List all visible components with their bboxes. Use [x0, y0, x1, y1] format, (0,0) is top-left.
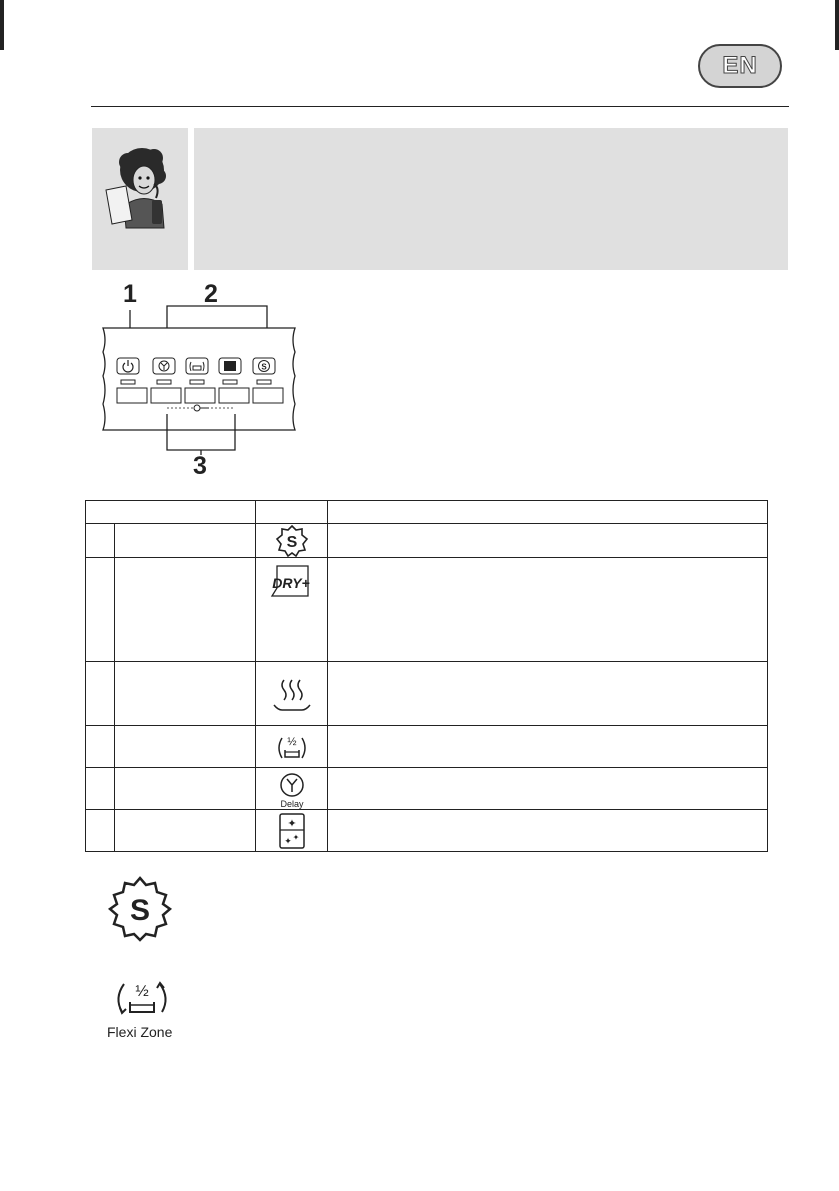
- header-cell-name: [86, 501, 256, 524]
- dry-plus-label: DRY+: [271, 575, 310, 591]
- table-row: [86, 558, 768, 662]
- svg-text:S: S: [286, 533, 297, 551]
- sanitize-s-letter: S: [129, 894, 151, 927]
- svg-text:✦: ✦: [292, 832, 299, 842]
- language-badge: EN: [698, 44, 782, 88]
- svg-text:✦: ✦: [283, 836, 292, 847]
- control-panel-diagram: [95, 300, 305, 460]
- half-load-fraction: ½: [286, 735, 297, 748]
- half-load-icon: [186, 358, 208, 374]
- flexizone-label: Flexi Zone: [107, 1024, 173, 1040]
- steam-icon: [270, 674, 314, 714]
- callout-3: 3: [193, 452, 207, 480]
- crop-mark-left: [0, 0, 4, 50]
- power-icon: [117, 358, 139, 374]
- table-row: [86, 662, 768, 726]
- half-load-icon: [272, 730, 312, 764]
- sanitize-s-icon: [107, 876, 173, 942]
- sanitize-s-icon: [272, 525, 312, 557]
- flexizone-fraction: ½: [135, 983, 149, 1000]
- tip-icon-panel: [92, 128, 188, 270]
- table-row: [86, 524, 768, 558]
- header-rule: [91, 106, 789, 107]
- crop-mark-right: [835, 0, 839, 50]
- delay-label: Delay: [279, 798, 304, 809]
- svg-text:✦: ✦: [286, 816, 297, 830]
- delay-timer-icon: [272, 769, 312, 809]
- table-row: [86, 810, 768, 852]
- rinse-aid-icon: [274, 811, 310, 851]
- tip-text-panel: [194, 128, 788, 270]
- sanitize-s-icon: [253, 358, 275, 374]
- table-header-row: [86, 501, 768, 524]
- header-cell-icon: [256, 501, 328, 524]
- dry-plus-icon: [268, 558, 316, 602]
- table-row: [86, 768, 768, 810]
- table-row: [86, 726, 768, 768]
- callout-1: 1: [123, 280, 137, 308]
- callout-2: 2: [204, 280, 218, 308]
- flexizone-icon: [110, 974, 174, 1022]
- woman-on-phone-icon: [92, 128, 188, 270]
- dry-plus-icon: [219, 358, 241, 374]
- svg-text:S: S: [261, 362, 267, 372]
- header-cell-description: [328, 501, 768, 524]
- options-table: [85, 500, 768, 852]
- delay-icon: [153, 358, 175, 374]
